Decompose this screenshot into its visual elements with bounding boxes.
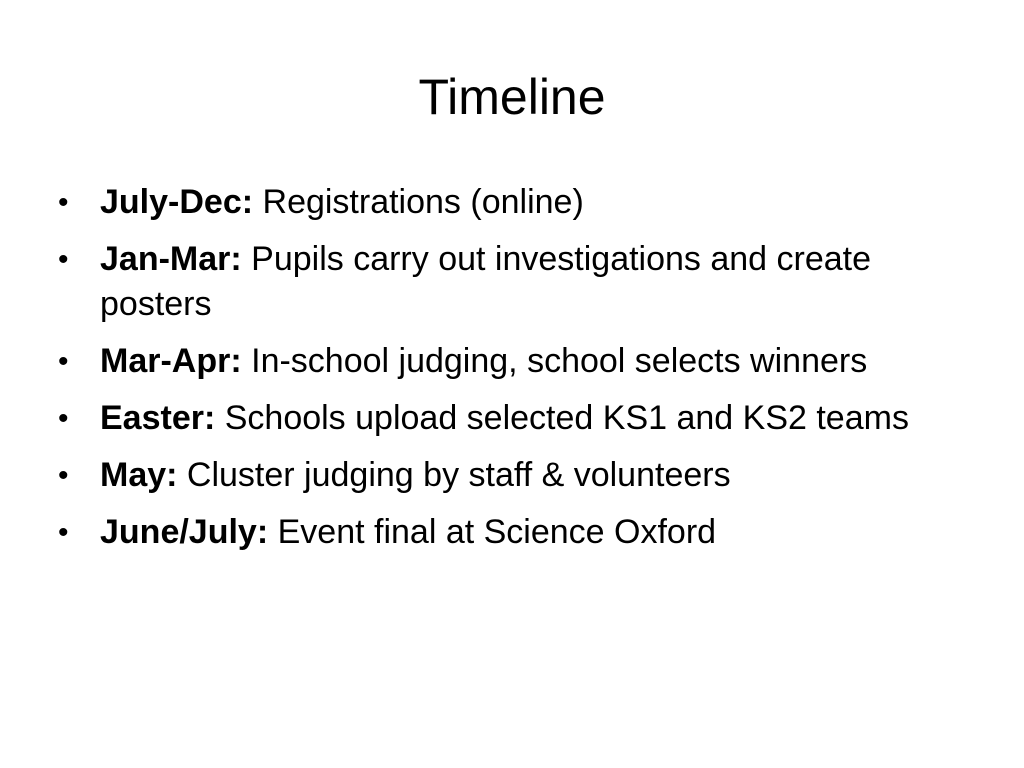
item-text: Cluster judging by staff & volunteers [177, 456, 731, 494]
bullet-icon: • [58, 186, 69, 219]
bullet-icon: • [58, 516, 69, 549]
bullet-icon: • [58, 459, 69, 492]
bullet-icon: • [58, 345, 69, 378]
item-text: Event final at Science Oxford [268, 513, 717, 551]
slide-title: Timeline [418, 69, 606, 125]
list-item [58, 396, 918, 441]
list-item [58, 339, 918, 384]
list-item [58, 453, 918, 498]
item-label: Jan-Mar: [100, 240, 242, 278]
item-label: July-Dec: [100, 183, 254, 221]
list-item [58, 180, 918, 225]
item-text: In-school judging, school selects winners [241, 342, 868, 380]
list-item [58, 510, 918, 555]
item-label: Easter: [100, 399, 216, 437]
item-text: Registrations (online) [253, 183, 584, 221]
bullet-icon: • [58, 402, 69, 435]
item-label: May: [100, 456, 178, 494]
item-text: Schools upload selected KS1 and KS2 teams [215, 399, 909, 437]
bullet-icon: • [58, 243, 69, 276]
list-item [58, 237, 918, 327]
item-label: Mar-Apr: [100, 342, 242, 380]
item-label: June/July: [100, 513, 269, 551]
timeline-list [58, 180, 918, 567]
item-text: Pupils carry out investigations and create posters [100, 240, 872, 323]
